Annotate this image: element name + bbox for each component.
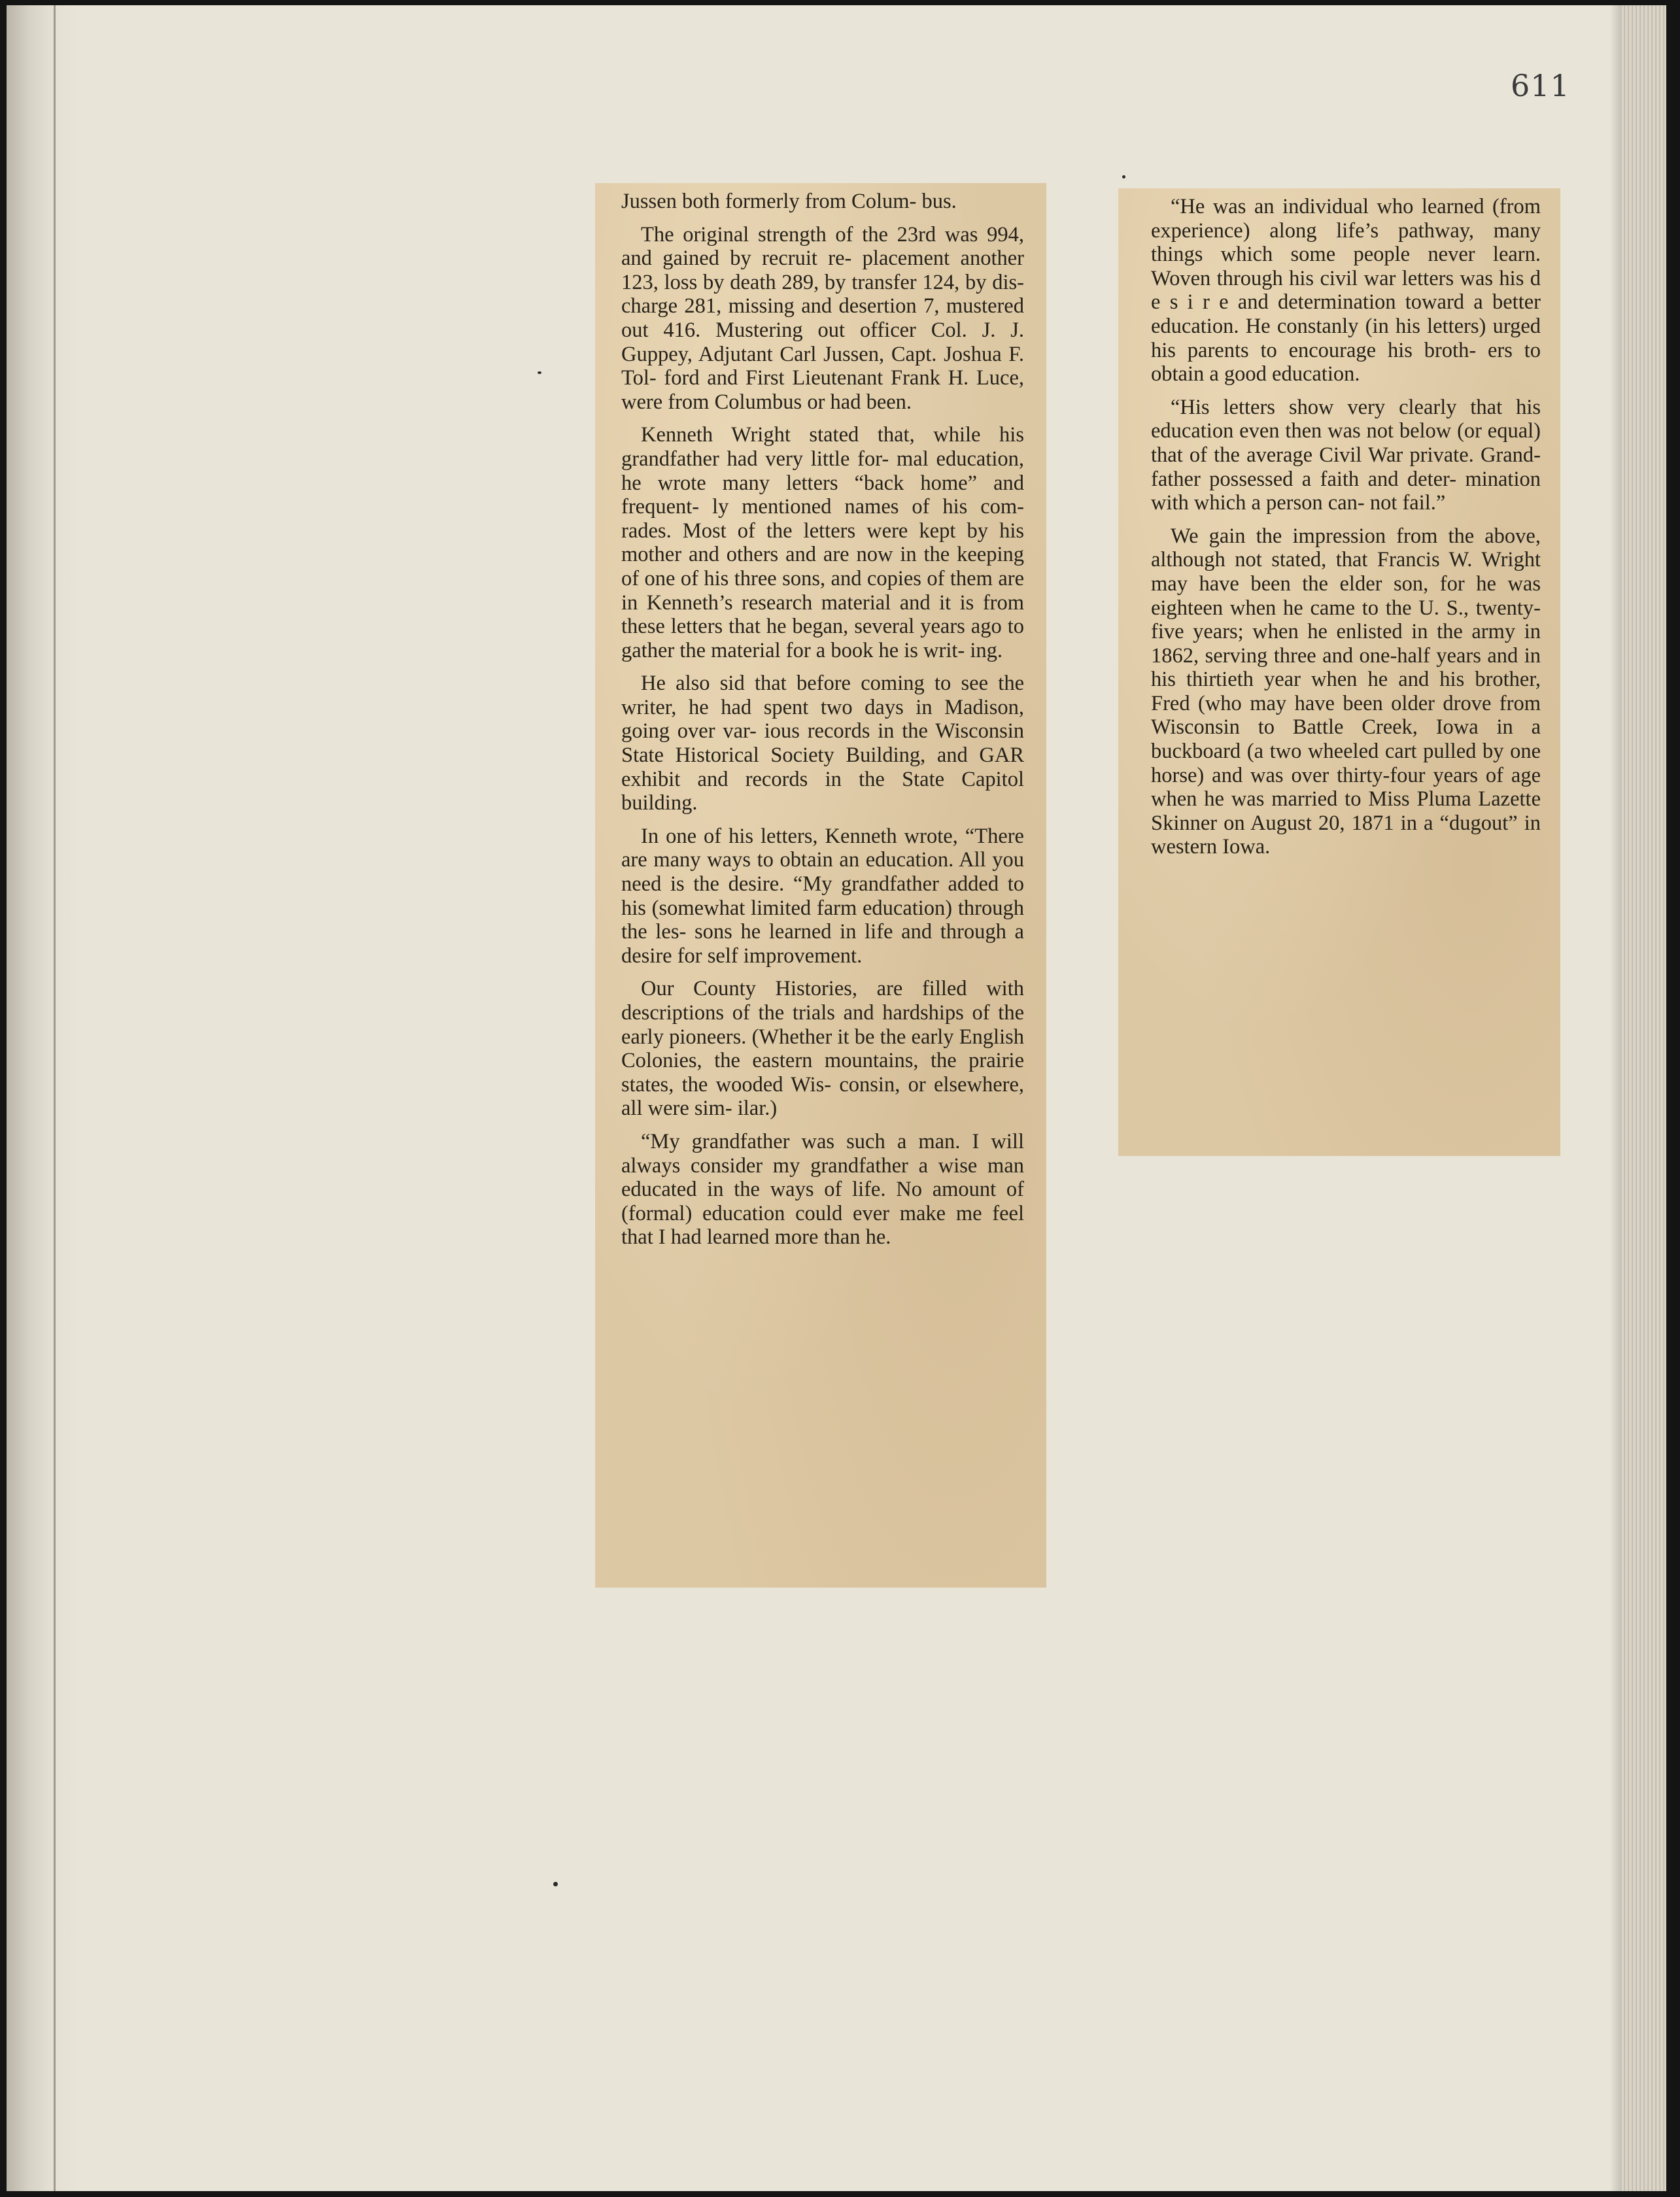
clipping-paragraph: The original strength of the 23rd was 994, and gained by recruit re- placement another 123, loss by death 289, by transfer 124, by dis- charge 281, missing and desertion 7, mustered out 416. Mustering out officer Col. J. J. Guppey, Adjutant Carl Jussen, Capt. Joshua F. Tol- ford and First Lieutenant Frank H. Luce, were from Columbus or had been.: [621, 222, 1024, 414]
binding-gutter: [7, 5, 78, 2191]
page-speck: [553, 1882, 558, 1886]
scrapbook-page: [7, 5, 1666, 2191]
clipping-paragraph: Our County Histories, are filled with descriptions of the trials and hardships of the early pioneers. (Whether it be the early English Colonies, the eastern mountains, the prairie states, the wooded Wis- consin, or elsewhere, all were sim- ilar.): [621, 977, 1024, 1121]
clipping-paragraph: In one of his letters, Kenneth wrote, “There are many ways to obtain an education. All you need is the desire. “My grandfather added to his (somewhat limited farm education) through the les- sons he learned in life and through a desire for self improvement.: [621, 824, 1024, 968]
page-speck: [1122, 175, 1125, 179]
newspaper-clipping-left: [595, 183, 1046, 1588]
clipping-paragraph: Jussen both formerly from Colum- bus.: [621, 190, 957, 213]
page-edge-shadow: [1610, 5, 1622, 2191]
page-speck: [538, 371, 541, 374]
binding-crease: [54, 5, 56, 2191]
newspaper-clipping-right: [1118, 188, 1560, 1156]
page-number: 611: [1511, 68, 1570, 103]
clipping-paragraph: Kenneth Wright stated that, while his grandfather had very little for- mal education, he wrote many letters “back home” and frequent- ly mentioned names of his com- rades. Most of the letters were kept by his mother and others and are now in the keeping of one of his three sons, and copies of them are in Kenneth’s research material and it is from these letters that he began, several years ago to gather the material for a book he is writ- ing.: [621, 423, 1024, 662]
clipping-paragraph: We gain the impression from the above, although not stated, that Francis W. Wright may have been the elder son, for he was eighteen when he came to the U. S., twenty- five years; when he enlisted in the army in 1862, serving three and one-half years and in his thirtieth year when he and his brother, Fred (who may have been older drove from Wisconsin to Battle Creek, Iowa in a buckboard (a two wheeled cart pulled by one horse) and was over thirty-four years of age when he was married to Miss Pluma Lazette Skinner on August 20, 1871 in a “dugout” in western Iowa.: [1151, 524, 1541, 859]
page-stack-edges: [1622, 5, 1666, 2191]
clipping-paragraph: He also sid that before coming to see the writer, he had spent two days in Madison, going over var- ious records in the Wisconsin State Historical Society Building, and GAR exhibit and records in the State Capitol building.: [621, 672, 1024, 815]
clipping-paragraph: “He was an individual who learned (from experience) along life’s pathway, many things which some people never learn. Woven through his civil war letters was his d e s i r e and determination toward a better education. He constanly (in his letters) urged his parents to encourage his broth- ers to obtain a good education.: [1151, 195, 1541, 386]
clipping-paragraph: “My grandfather was such a man. I will always consider my grandfather a wise man educated in the ways of life. No amount of (formal) education could ever make me feel that I had learned more than he.: [621, 1129, 1024, 1250]
clipping-paragraph: “His letters show very clearly that his education even then was not below (or equal) that of the average Civil War private. Grand- father possessed a faith and deter- mination with which a person can- not fail.”: [1151, 395, 1541, 515]
